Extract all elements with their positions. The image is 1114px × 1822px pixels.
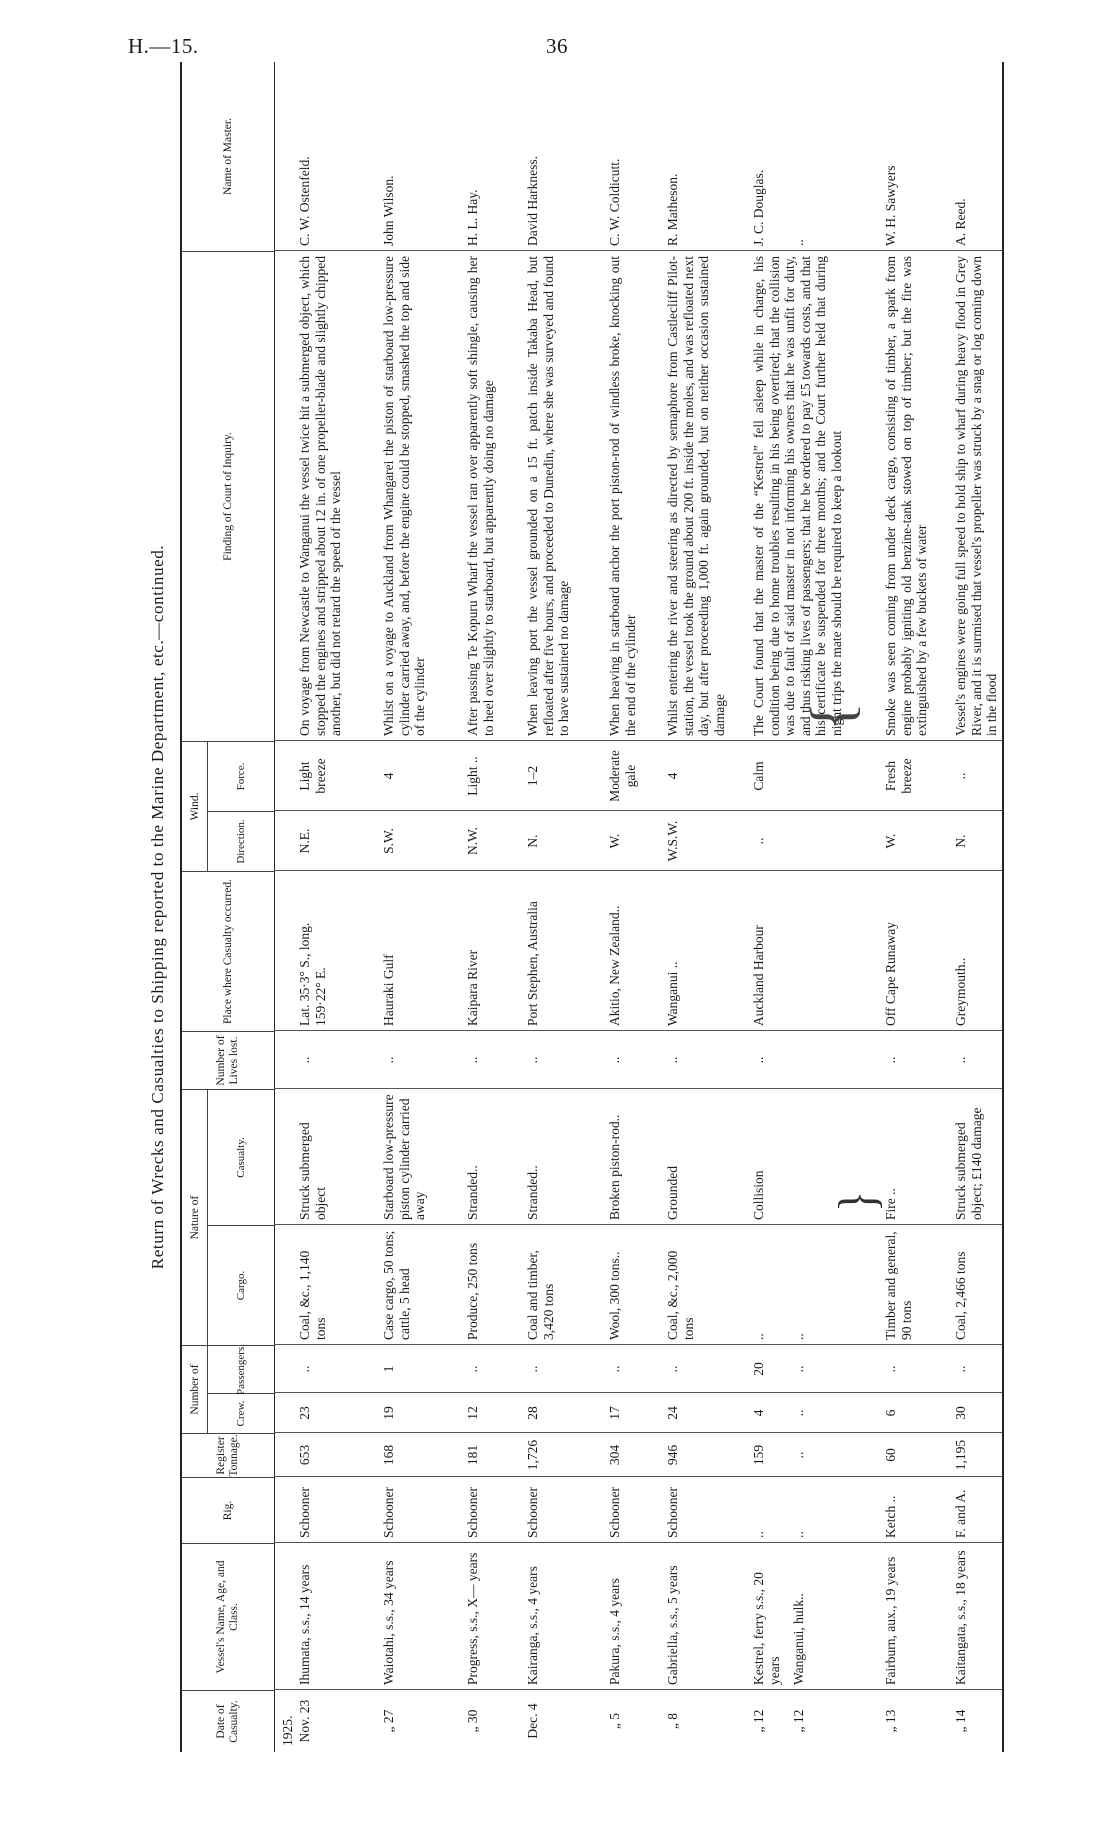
cell-vessel: Wanganui, hulk.. xyxy=(791,1593,806,1685)
cell-direction: N. xyxy=(525,834,540,848)
cell-master: David Harkness. xyxy=(525,156,540,246)
col-header-place: Place where Casualty occurred. xyxy=(182,871,274,1031)
finding-brace: { xyxy=(799,702,865,731)
cell-finding: When leaving port the vessel grounded on a 15 ft. patch inside Takaba Head, but refloated after five hours, and proceeded to Dunedin, where she was surveyed and found to have sustained no damage xyxy=(525,256,571,736)
document-title: Return of Wrecks and Casualties to Shipping reported to the Marine Department, etc.—continued. xyxy=(148,544,167,1270)
cell-date: „ 5 xyxy=(607,1712,622,1730)
cell-casualty: Grounded xyxy=(665,1166,680,1220)
cell-crew: 6 xyxy=(883,1409,898,1417)
cell-rig: F. and A. xyxy=(953,1489,968,1538)
cell-crew: 30 xyxy=(953,1406,968,1420)
cell-date: „ 14 xyxy=(953,1709,968,1733)
col-header-master: Name of Master. xyxy=(221,118,234,195)
cell-rig: Schooner xyxy=(525,1487,540,1538)
cell-passengers: .. xyxy=(791,1365,806,1373)
cell-casualty xyxy=(790,1089,792,1225)
col-header-casualty: Casualty. xyxy=(208,1089,274,1225)
cell-vessel: Fairburn, aux., 19 years xyxy=(883,1556,898,1685)
cell-master: A. Reed. xyxy=(953,198,968,246)
cell-lives-lost: .. xyxy=(751,1056,766,1064)
cell-master: C. W. Coldicutt. xyxy=(607,158,622,246)
cell-finding: When heaving in starboard anchor the port piston-rod of windless broke, knocking out the end of the cylinder xyxy=(607,256,638,736)
cell-finding: Whilst on a voyage to Auckland from Whangarei the piston of starboard low-pressure cylinder carried away, and, before the engine could be stopped, smashed the top and side of the cylinder xyxy=(381,256,427,736)
cell-rig: .. xyxy=(751,1531,766,1538)
cell-tonnage: .. xyxy=(791,1451,806,1459)
cell-rig: Ketch .. xyxy=(883,1495,898,1538)
cell-direction: W.S.W. xyxy=(665,820,680,862)
cell-casualty: Stranded.. xyxy=(465,1165,480,1220)
cell-tonnage: 168 xyxy=(381,1444,396,1466)
cell-casualty: Struck submerged object xyxy=(297,1122,328,1220)
cell-passengers: .. xyxy=(665,1365,680,1373)
cell-rig: Schooner xyxy=(297,1487,312,1538)
cell-vessel: Pakura, s.s., 4 years xyxy=(607,1578,622,1685)
col-header-date: Date of Casualty. xyxy=(182,1690,274,1752)
cell-finding: On voyage from Newcastle to Wanganui the vessel twice hit a submerged object, which stopped the engines and stripped about 12 in. of one propeller-blade and slightly chipped another, but did not retard the speed of the vessel xyxy=(297,256,343,736)
cell-force: Light breeze xyxy=(297,758,328,794)
cell-crew: 12 xyxy=(465,1406,480,1420)
cell-cargo: Wool, 300 tons.. xyxy=(607,1251,622,1340)
cell-place: Port Stephen, Australia xyxy=(525,901,540,1026)
cell-place: Wanganui .. xyxy=(665,961,680,1026)
cell-lives-lost xyxy=(790,1031,792,1089)
rotated-table-page xyxy=(140,62,1030,1752)
collision-brace: } xyxy=(828,1190,887,1212)
cell-rig: Schooner xyxy=(607,1487,622,1538)
cell-lives-lost: .. xyxy=(525,1056,540,1064)
cell-date: „ 27 xyxy=(381,1709,396,1733)
col-header-cargo: Cargo. xyxy=(208,1225,274,1345)
cell-place: Hauraki Gulf xyxy=(381,954,396,1026)
cell-master: .. xyxy=(791,239,806,246)
cell-place xyxy=(790,871,792,1031)
cell-place: Greymouth.. xyxy=(953,957,968,1026)
table-row xyxy=(380,62,462,1752)
cell-cargo: .. xyxy=(751,1333,766,1340)
table-row xyxy=(664,62,748,1752)
cell-direction: N.E. xyxy=(297,828,312,854)
cell-vessel: Progress, s.s., X— years xyxy=(465,1552,480,1685)
table-row xyxy=(882,62,950,1752)
cell-crew: 24 xyxy=(665,1406,680,1420)
cell-tonnage: 181 xyxy=(465,1444,480,1466)
cell-direction: N. xyxy=(953,834,968,848)
cell-passengers: .. xyxy=(883,1365,898,1373)
cell-master: H. L. Hay. xyxy=(465,189,480,246)
cell-master: R. Matheson. xyxy=(665,173,680,246)
cell-place: Akitio, New Zealand.. xyxy=(607,905,622,1026)
cell-direction xyxy=(790,811,792,871)
cell-crew: 4 xyxy=(751,1409,766,1417)
cell-vessel: Kaitangata, s.s., 18 years xyxy=(953,1550,968,1685)
cell-cargo: Coal, &c., 2,000 tons xyxy=(665,1250,696,1340)
year-label: 1925. xyxy=(280,1715,295,1746)
cell-crew: 17 xyxy=(607,1406,622,1420)
cell-master: W. H. Sawyers xyxy=(883,165,898,246)
cell-rig: .. xyxy=(791,1531,806,1538)
cell-finding: After passing Te Kopuru Wharf the vessel ran over apparently soft shingle, causing her to heel over slightly to starboard, but apparently doing no damage xyxy=(465,256,496,736)
cell-tonnage: 304 xyxy=(607,1444,622,1466)
cell-casualty: Collision xyxy=(751,1170,766,1220)
cell-casualty: Stranded.. xyxy=(525,1165,540,1220)
cell-tonnage: 946 xyxy=(665,1444,680,1466)
page-number: 36 xyxy=(546,34,568,58)
col-header-vessel: Vessel's Name, Age, and Class. xyxy=(182,1543,274,1690)
cell-direction: .. xyxy=(751,837,766,845)
cell-force: Calm xyxy=(751,761,766,791)
cell-date: „ 13 xyxy=(883,1709,898,1733)
casualty-table xyxy=(180,62,1004,1752)
col-group-number-of: Number of xyxy=(182,1345,208,1433)
cell-force: 1–2 xyxy=(525,765,540,787)
cell-date: „ 12 xyxy=(791,1709,806,1733)
cell-place: Off Cape Runaway xyxy=(883,922,898,1026)
cell-vessel: Gabriella, s.s., 5 years xyxy=(665,1565,680,1685)
cell-tonnage: 653 xyxy=(297,1444,312,1466)
cell-finding: Smoke was seen coming from under deck cargo, consisting of timber, a spark from engine probably igniting old benzine-tank stowed on top of timber; but the fire was extinguished by a few buckets of water xyxy=(883,256,929,736)
col-header-rig: Rig. xyxy=(182,1477,274,1543)
cell-date: „ 12 xyxy=(751,1709,766,1733)
cell-force: 4 xyxy=(381,772,396,780)
cell-passengers: .. xyxy=(525,1365,540,1373)
cell-place: Lat. 35·3° S., long. 159·22° E. xyxy=(297,922,328,1026)
cell-vessel: Kairanga, s.s., 4 years xyxy=(525,1566,540,1685)
cell-cargo: .. xyxy=(791,1333,806,1340)
cell-cargo: Timber and general, 90 tons xyxy=(883,1231,914,1340)
cell-passengers: 20 xyxy=(751,1362,766,1376)
cell-place: Kaipara River xyxy=(465,949,480,1026)
table-row xyxy=(524,62,604,1752)
cell-passengers: .. xyxy=(953,1365,968,1373)
cell-crew: 19 xyxy=(381,1406,396,1420)
col-header-direction: Direction. xyxy=(208,811,274,871)
col-group-wind: Wind. xyxy=(182,741,208,871)
cell-cargo: Produce, 250 tons xyxy=(465,1242,480,1340)
cell-tonnage: 1,726 xyxy=(525,1439,540,1471)
cell-master: John Wilson. xyxy=(381,175,396,246)
cell-finding: The Court found that the master of the “Kestrel” fell asleep while in charge, his condition being due to home troubles resulting in his being overtired; that the collision was due to fault of said master in not informing his owners that he was unfit for duty, and thus risking lives of passengers; that he be ordered to pay £5 towards costs, and that his certificate be suspended for three months; and the Court further held that during night trips the mate should be required to keep a lookout xyxy=(751,256,844,736)
cell-passengers: .. xyxy=(297,1365,312,1373)
cell-vessel: Kestrel, ferry s.s., 20 years xyxy=(751,1572,782,1685)
col-header-crew: Crew. xyxy=(208,1393,274,1433)
cell-passengers: .. xyxy=(465,1365,480,1373)
cell-master: C. W. Ostenfeld. xyxy=(297,156,312,246)
cell-finding: Whilst entering the river and steering as directed by semaphore from Castlecliff Pilot-station, the vessel took the ground about 200 ft. inside the moles, and was refloated next day, but after proceeding 1,000 ft. again grounded, but on neither occasion sustained damage xyxy=(665,256,727,736)
cell-force: Moderate gale xyxy=(607,750,638,802)
table-row xyxy=(790,62,880,1752)
cell-finding: Vessel's engines were going full speed to hold ship to wharf during heavy flood in Grey River, and it is surmised that vessel's propeller was struck by a snag or log coming down in the flood xyxy=(953,256,999,736)
cell-force: .. xyxy=(953,772,968,780)
cell-direction: W. xyxy=(883,833,898,849)
cell-passengers: .. xyxy=(607,1365,622,1373)
cell-force: Fresh breeze xyxy=(883,758,914,794)
cell-crew: 23 xyxy=(297,1406,312,1420)
cell-date: Nov. 23 xyxy=(297,1699,312,1743)
cell-place: Auckland Harbour xyxy=(751,925,766,1026)
cell-tonnage: 60 xyxy=(883,1448,898,1462)
cell-rig: Schooner xyxy=(665,1487,680,1538)
cell-tonnage: 1,195 xyxy=(953,1439,968,1471)
cell-lives-lost: .. xyxy=(607,1056,622,1064)
cell-lives-lost: .. xyxy=(465,1056,480,1064)
col-header-tonnage: Register Tonnage. xyxy=(182,1433,274,1477)
cell-date: „ 30 xyxy=(465,1709,480,1733)
cell-crew: .. xyxy=(791,1409,806,1417)
cell-casualty: Fire .. xyxy=(883,1188,898,1220)
col-header-force: Force. xyxy=(208,741,274,811)
cell-force xyxy=(790,741,792,811)
cell-finding xyxy=(790,251,792,741)
cell-direction: N.W. xyxy=(465,827,480,856)
cell-crew: 28 xyxy=(525,1406,540,1420)
cell-tonnage: 159 xyxy=(751,1444,766,1466)
cell-passengers: 1 xyxy=(381,1365,396,1373)
cell-date: „ 8 xyxy=(665,1712,680,1730)
cell-cargo: Coal, &c., 1,140 tons xyxy=(297,1250,328,1340)
cell-cargo: Case cargo, 50 tons; cattle, 5 head xyxy=(381,1230,412,1340)
cell-cargo: Coal, 2,466 tons xyxy=(953,1251,968,1340)
col-header-finding: Finding of Court of Inquiry. xyxy=(182,251,274,741)
cell-date: Dec. 4 xyxy=(525,1703,540,1739)
cell-force: Light .. xyxy=(465,756,480,796)
cell-casualty: Struck submerged object; £140 damage xyxy=(953,1107,984,1220)
cell-lives-lost: .. xyxy=(297,1056,312,1064)
col-header-passengers: Passengers. xyxy=(208,1345,274,1393)
cell-rig: Schooner xyxy=(381,1487,396,1538)
cell-cargo: Coal and timber, 3,420 tons xyxy=(525,1250,556,1340)
cell-rig: Schooner xyxy=(465,1487,480,1538)
cell-lives-lost: .. xyxy=(665,1056,680,1064)
cell-vessel: Waiotahi, s.s., 34 years xyxy=(381,1560,396,1685)
table-row xyxy=(296,62,378,1752)
page-header-code: H.—15. xyxy=(128,34,199,58)
table-row xyxy=(952,62,1000,1752)
col-header-lives-lost: Number of Lives lost. xyxy=(182,1031,274,1089)
table-header xyxy=(182,62,275,1752)
table-row xyxy=(464,62,522,1752)
cell-direction: W. xyxy=(607,833,622,849)
cell-direction: S.W. xyxy=(381,828,396,854)
cell-vessel: Ihumata, s.s., 14 years xyxy=(297,1564,312,1685)
table-row xyxy=(606,62,662,1752)
cell-casualty: Broken piston-rod.. xyxy=(607,1114,622,1220)
cell-casualty: Starboard low-pressure piston cylinder carried away xyxy=(381,1094,427,1220)
col-group-nature-of: Nature of xyxy=(182,1089,208,1345)
cell-lives-lost: .. xyxy=(883,1056,898,1064)
cell-lives-lost: .. xyxy=(381,1056,396,1064)
cell-lives-lost: .. xyxy=(953,1056,968,1064)
cell-force: 4 xyxy=(665,772,680,780)
cell-master: J. C. Douglas. xyxy=(751,169,766,246)
